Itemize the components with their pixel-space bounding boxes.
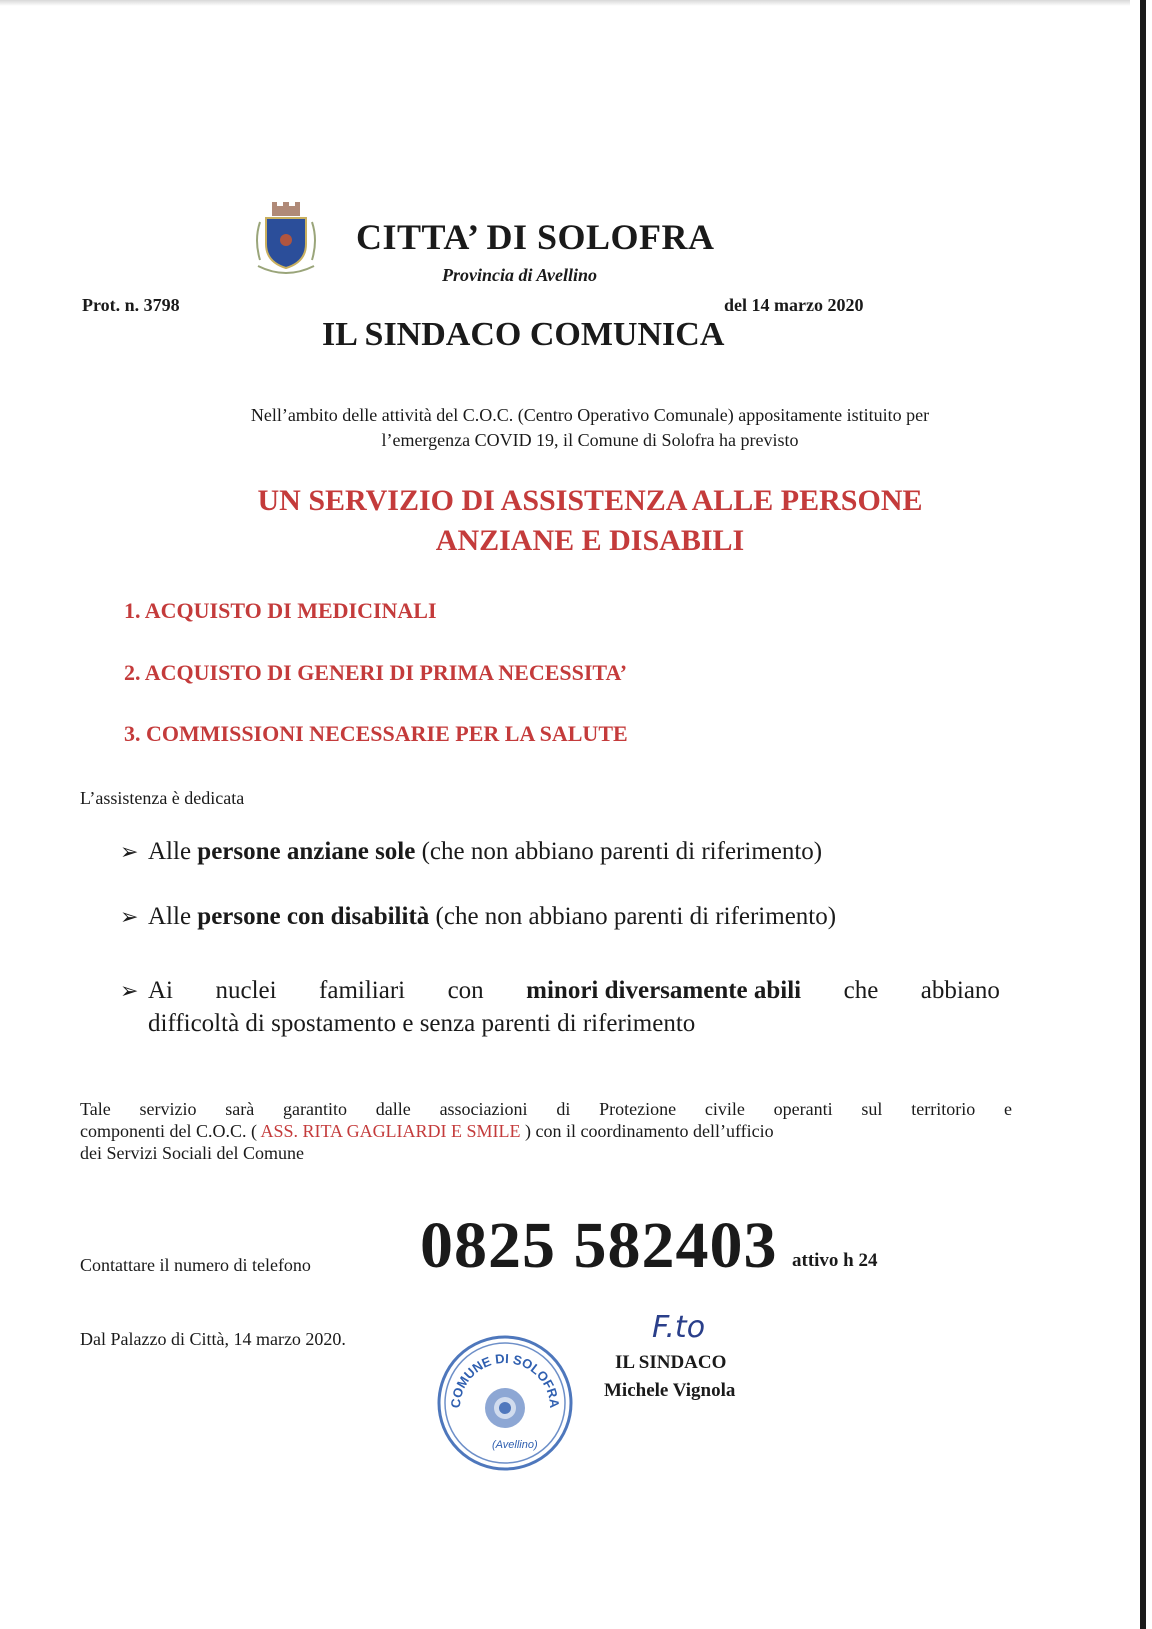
guarantee-line-3: dei Servizi Sociali del Comune xyxy=(80,1143,304,1163)
arrow-bullet-icon: ➢ xyxy=(120,978,139,1003)
city-name: CITTA’ DI SOLOFRA xyxy=(356,217,715,257)
service-item-health-errands: 3. COMMISSIONI NECESSARIE PER LA SALUTE xyxy=(124,721,628,746)
city-crest-icon xyxy=(252,200,320,278)
arrow-bullet-icon: ➢ xyxy=(120,904,139,929)
document-date: del 14 marzo 2020 xyxy=(724,295,864,315)
arrow-bullet-icon: ➢ xyxy=(120,839,139,864)
place-date: Dal Palazzo di Città, 14 marzo 2020. xyxy=(80,1329,346,1349)
contact-label: Contattare il numero di telefono xyxy=(80,1255,311,1275)
guarantee-word: Protezione xyxy=(599,1099,677,1119)
handwritten-signature: F.to xyxy=(652,1310,706,1345)
province-label: Provincia di Avellino xyxy=(442,265,597,285)
mayor-name: Michele Vignola xyxy=(604,1380,736,1401)
svg-text:COMUNE DI SOLOFRA: COMUNE DI SOLOFRA xyxy=(447,1350,563,1409)
guarantee-word: sarà xyxy=(225,1099,255,1119)
guarantee-word: associazioni xyxy=(439,1099,528,1119)
guarantee-line-2: componenti del C.O.C. ( ASS. RITA GAGLIARDI E SMILE ) con il coordinamento dell’ufficio xyxy=(80,1121,774,1141)
protocol-number: Prot. n. 3798 xyxy=(82,295,180,315)
service-item-medicines: 1. ACQUISTO DI MEDICINALI xyxy=(124,598,437,623)
guarantee-word: Tale xyxy=(80,1099,111,1119)
guarantee-word: civile xyxy=(704,1099,745,1119)
mayor-title: IL SINDACO xyxy=(615,1352,727,1373)
guarantee-word: territorio xyxy=(911,1099,976,1119)
guarantee-word: garantito xyxy=(283,1099,348,1119)
guarantee-line-1 xyxy=(80,1098,1012,1120)
guarantee-paragraph xyxy=(80,1098,1012,1164)
official-stamp-icon xyxy=(430,1328,580,1478)
associations-names: ASS. RITA GAGLIARDI E SMILE xyxy=(260,1121,521,1141)
svg-text:(Avellino): (Avellino) xyxy=(492,1439,538,1451)
availability-label: attivo h 24 xyxy=(792,1250,878,1271)
recipient-item-families: ➢ Ai nuclei familiari con minori diversamente abili che abbiano difficoltà di spostamento e senza parenti di riferimento xyxy=(120,974,1000,1040)
guarantee-word: sul xyxy=(861,1099,883,1119)
guarantee-word: e xyxy=(1003,1099,1012,1119)
intro-line-1: Nell’ambito delle attività del C.O.C. (Centro Operativo Comunale) appositamente istituito per xyxy=(250,405,930,425)
service-headline-line-1: UN SERVIZIO DI ASSISTENZA ALLE PERSONE xyxy=(257,484,923,517)
scan-right-edge xyxy=(1140,0,1146,1629)
service-item-essentials: 2. ACQUISTO DI GENERI DI PRIMA NECESSITA’ xyxy=(124,660,628,685)
intro-line-2: l’emergenza COVID 19, il Comune di Solofra ha previsto xyxy=(381,430,799,450)
guarantee-word: operanti xyxy=(773,1099,833,1119)
service-headline-line-2: ANZIANE E DISABILI xyxy=(435,524,745,557)
scan-top-edge xyxy=(0,0,1130,6)
dedication-label: L’assistenza è dedicata xyxy=(80,788,245,808)
guarantee-word: servizio xyxy=(139,1099,197,1119)
recipient-item-elderly: ➢ Alle persone anziane sole (che non abbiano parenti di riferimento) xyxy=(120,838,823,865)
phone-number: 0825 582403 xyxy=(420,1209,778,1282)
guarantee-word: di xyxy=(556,1099,571,1119)
guarantee-word: dalle xyxy=(375,1099,411,1119)
announcement-title: IL SINDACO COMUNICA xyxy=(322,316,725,353)
recipient-item-disabled: ➢ Alle persone con disabilità (che non abbiano parenti di riferimento) xyxy=(120,903,837,930)
